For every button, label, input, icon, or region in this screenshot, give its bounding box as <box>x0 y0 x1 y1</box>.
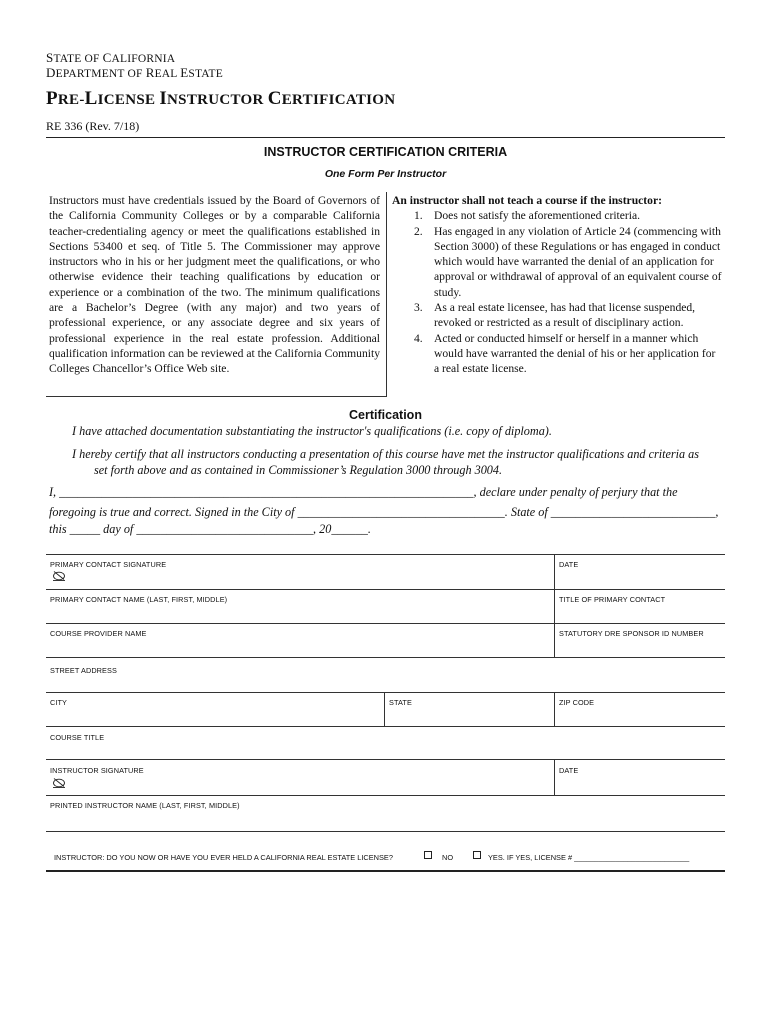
bottom-rule <box>46 870 725 872</box>
form-row <box>46 796 725 832</box>
state-field[interactable] <box>385 693 555 726</box>
certification-heading: Certification <box>349 408 422 422</box>
field-label: PRIMARY CONTACT SIGNATURE <box>50 560 167 569</box>
pen-signature-icon <box>52 777 66 788</box>
list-item: 4. Acted or conducted himself or herself in a manner which would have warranted the denial of his or her application for a real estate license. <box>414 331 716 376</box>
qualifications-paragraph: Instructors must have credentials issued by the Board of Governors of the California Community Colleges or by a comparable California teacher-credentialing agency or meet the qualifications established in Sections 53400 et seq. of Title 5. The Commissioner may approve instructors who in his or her judgment meet the qualifications, or who otherwise evidence their teaching qualifications by education or experience or a combination of the two. The minimum qualifications are a Bachelor’s Degree (with any major) and two years of professional experience, or any associate degree and six years of professional experience in the real estate profession. Additional qualification information can be reviewed at the California Community Colleges Chancellor’s Office Web site. <box>49 194 380 376</box>
list-item: 3. As a real estate licensee, has had that license suspended, revoked or restricted as a result of disciplinary action. <box>414 301 696 330</box>
primary-contact-name-field[interactable] <box>46 590 555 623</box>
form-row <box>46 555 725 590</box>
field-label: PRIMARY CONTACT NAME (LAST, FIRST, MIDDLE) <box>50 595 228 604</box>
list-item: 2. Has engaged in any violation of Article 24 (commencing with Section 3000) of these Regulations or has engaged in conduct which would have warranted the denial of an application for approval or withdrawal of approval of an equivalent course of study. <box>414 224 722 299</box>
field-label: DATE <box>559 766 579 775</box>
field-label: STREET ADDRESS <box>50 666 117 675</box>
field-label: TITLE OF PRIMARY CONTACT <box>559 595 666 604</box>
form-row <box>46 590 725 624</box>
field-label: PRINTED INSTRUCTOR NAME (LAST, FIRST, MIDDLE) <box>50 801 240 810</box>
street-address-field[interactable] <box>46 658 725 692</box>
form-row <box>46 658 725 693</box>
declaration-name-line[interactable]: I, ____________________________________________________________________, declare under penalty of perjury that the <box>49 485 678 499</box>
instructor-signature-field[interactable] <box>46 760 555 795</box>
criteria-subheading: One Form Per Instructor <box>324 168 447 180</box>
form-title: PRE-LICENSE INSTRUCTOR CERTIFICATION <box>46 88 396 109</box>
form-number: RE 336 (Rev. 7/18) <box>46 119 140 133</box>
field-label: COURSE TITLE <box>50 733 105 742</box>
primary-contact-title-field[interactable] <box>555 590 725 623</box>
zip-code-field[interactable] <box>555 693 725 726</box>
course-provider-name-field[interactable] <box>46 624 555 657</box>
restrictions-title: An instructor shall not teach a course if the instructor: <box>392 194 662 207</box>
left-column-bottom-rule <box>46 396 387 397</box>
form-row <box>46 624 725 658</box>
course-title-field[interactable] <box>46 727 725 759</box>
certification-statement-2: I hereby certify that all instructors conducting a presentation of this course have met the instructor qualifications and criteria as set forth above and as contained in Commissioner’s Regulation 3000 through 3004. <box>72 447 700 477</box>
restrictions-column <box>392 193 722 377</box>
pen-signature-icon <box>52 570 66 581</box>
field-label: INSTRUCTOR SIGNATURE <box>50 766 144 775</box>
form-row <box>46 693 725 727</box>
header-divider <box>46 137 725 138</box>
declaration-location-line[interactable]: foregoing is true and correct. Signed in the City of __________________________________. State of ___________________________, <box>49 505 719 519</box>
no-checkbox[interactable] <box>424 851 432 859</box>
list-item: 1. Does not satisfy the aforementioned criteria. <box>414 209 641 223</box>
field-label: STATE <box>389 698 412 707</box>
primary-signature-field[interactable] <box>46 555 555 589</box>
criteria-heading: INSTRUCTOR CERTIFICATION CRITERIA <box>263 145 508 159</box>
form-row <box>46 760 725 796</box>
agency-name-line1: STATE OF CALIFORNIA <box>46 50 176 65</box>
sponsor-id-field[interactable] <box>555 624 725 657</box>
form-row <box>46 727 725 760</box>
declaration-date-line[interactable]: this _____ day of _____________________________, 20______. <box>49 522 371 536</box>
field-label: CITY <box>50 698 68 707</box>
date-field-instructor[interactable] <box>555 760 725 795</box>
field-label: ZIP CODE <box>559 698 595 707</box>
agency-name-line2: DEPARTMENT OF REAL ESTATE <box>46 65 223 80</box>
restrictions-list <box>392 208 722 376</box>
license-question-row <box>46 850 725 866</box>
field-label: DATE <box>559 560 579 569</box>
no-label: NO <box>442 853 454 862</box>
certification-statement-1: I have attached documentation substantiating the instructor's qualifications (i.e. copy of diploma). <box>72 424 552 438</box>
date-field-primary[interactable] <box>555 555 725 589</box>
yes-license-number-field[interactable]: YES. IF YES, LICENSE # ____________________________ <box>488 853 690 862</box>
printed-instructor-name-field[interactable] <box>46 796 725 831</box>
field-label: STATUTORY DRE SPONSOR ID NUMBER <box>559 629 704 638</box>
field-label: COURSE PROVIDER NAME <box>50 629 147 638</box>
city-field[interactable] <box>46 693 385 726</box>
license-question: INSTRUCTOR: DO YOU NOW OR HAVE YOU EVER HELD A CALIFORNIA REAL ESTATE LICENSE? <box>54 853 393 862</box>
yes-checkbox[interactable] <box>473 851 481 859</box>
column-divider <box>386 192 387 397</box>
contact-form-grid <box>46 554 725 832</box>
